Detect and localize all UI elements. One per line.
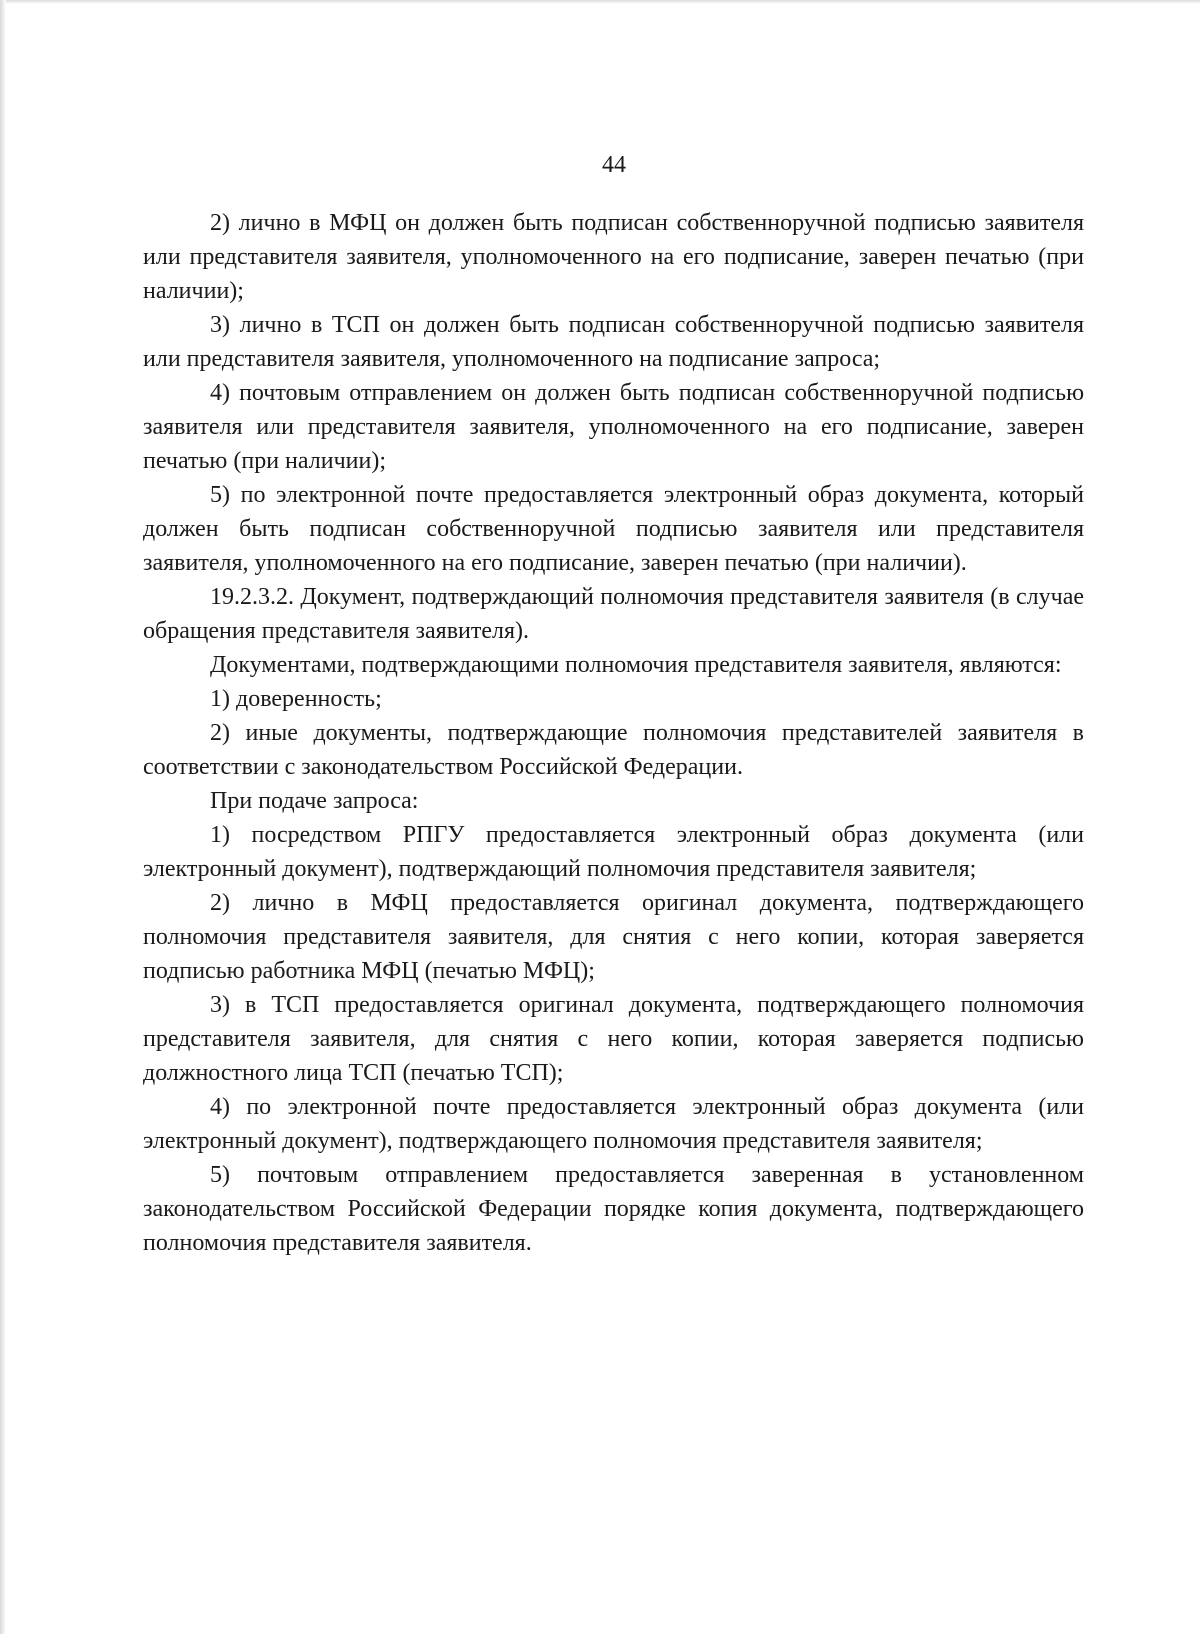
- paragraph-item-4-post: 4) почтовым отправлением он должен быть подписан собственноручной подписью заявителя или представителя заявителя, уполномоченного на его подписание, заверен печатью (при наличии);: [143, 380, 1084, 474]
- scan-edge-top: [0, 0, 1200, 4]
- paragraph-power-of-attorney: 1) доверенность;: [210, 686, 382, 712]
- scan-edge-left: [0, 0, 6, 1634]
- paragraph-item-5-email: 5) по электронной почте предоставляется электронный образ документа, который должен быть подписан собственноручной подписью заявителя или представителя заявителя, уполномоченного на его подписание, заверен печатью (при наличии).: [143, 482, 1084, 576]
- section-heading-19-2-3-2: 19.2.3.2. Документ, подтверждающий полномочия представителя заявителя (в случае обращения представителя заявителя).: [143, 584, 1084, 644]
- paragraph-submission-intro: При подаче запроса:: [210, 788, 419, 814]
- page-number: 44: [602, 152, 626, 178]
- paragraph-item-3-tsp: 3) лично в ТСП он должен быть подписан собственноручной подписью заявителя или представителя заявителя, уполномоченного на подписание запроса;: [143, 312, 1084, 372]
- paragraph-submission-tsp: 3) в ТСП предоставляется оригинал документа, подтверждающего полномочия представителя заявителя, для снятия с него копии, которая заверяется подписью должностного лица ТСП (печатью ТСП);: [143, 992, 1084, 1086]
- paragraph-other-documents: 2) иные документы, подтверждающие полномочия представителей заявителя в соответствии с законодательством Российской Федерации.: [143, 720, 1084, 780]
- paragraph-submission-rpgu: 1) посредством РПГУ предоставляется электронный образ документа (или электронный документ), подтверждающий полномочия представителя заявителя;: [143, 822, 1084, 882]
- paragraph-item-2-mfc: 2) лично в МФЦ он должен быть подписан собственноручной подписью заявителя или представителя заявителя, уполномоченного на его подписание, заверен печатью (при наличии);: [143, 210, 1084, 304]
- paragraph-submission-post: 5) почтовым отправлением предоставляется заверенная в установленном законодательством Российской Федерации порядке копия документа, подтверждающего полномочия представителя заявителя.: [143, 1162, 1084, 1256]
- paragraph-submission-email: 4) по электронной почте предоставляется электронный образ документа (или электронный документ), подтверждающего полномочия представителя заявителя;: [143, 1094, 1084, 1154]
- paragraph-submission-mfc: 2) лично в МФЦ предоставляется оригинал документа, подтверждающего полномочия представителя заявителя, для снятия с него копии, которая заверяется подписью работника МФЦ (печатью МФЦ);: [143, 890, 1084, 984]
- document-body: [143, 206, 1084, 1260]
- paragraph-documents-intro: Документами, подтверждающими полномочия представителя заявителя, являются:: [210, 652, 1062, 678]
